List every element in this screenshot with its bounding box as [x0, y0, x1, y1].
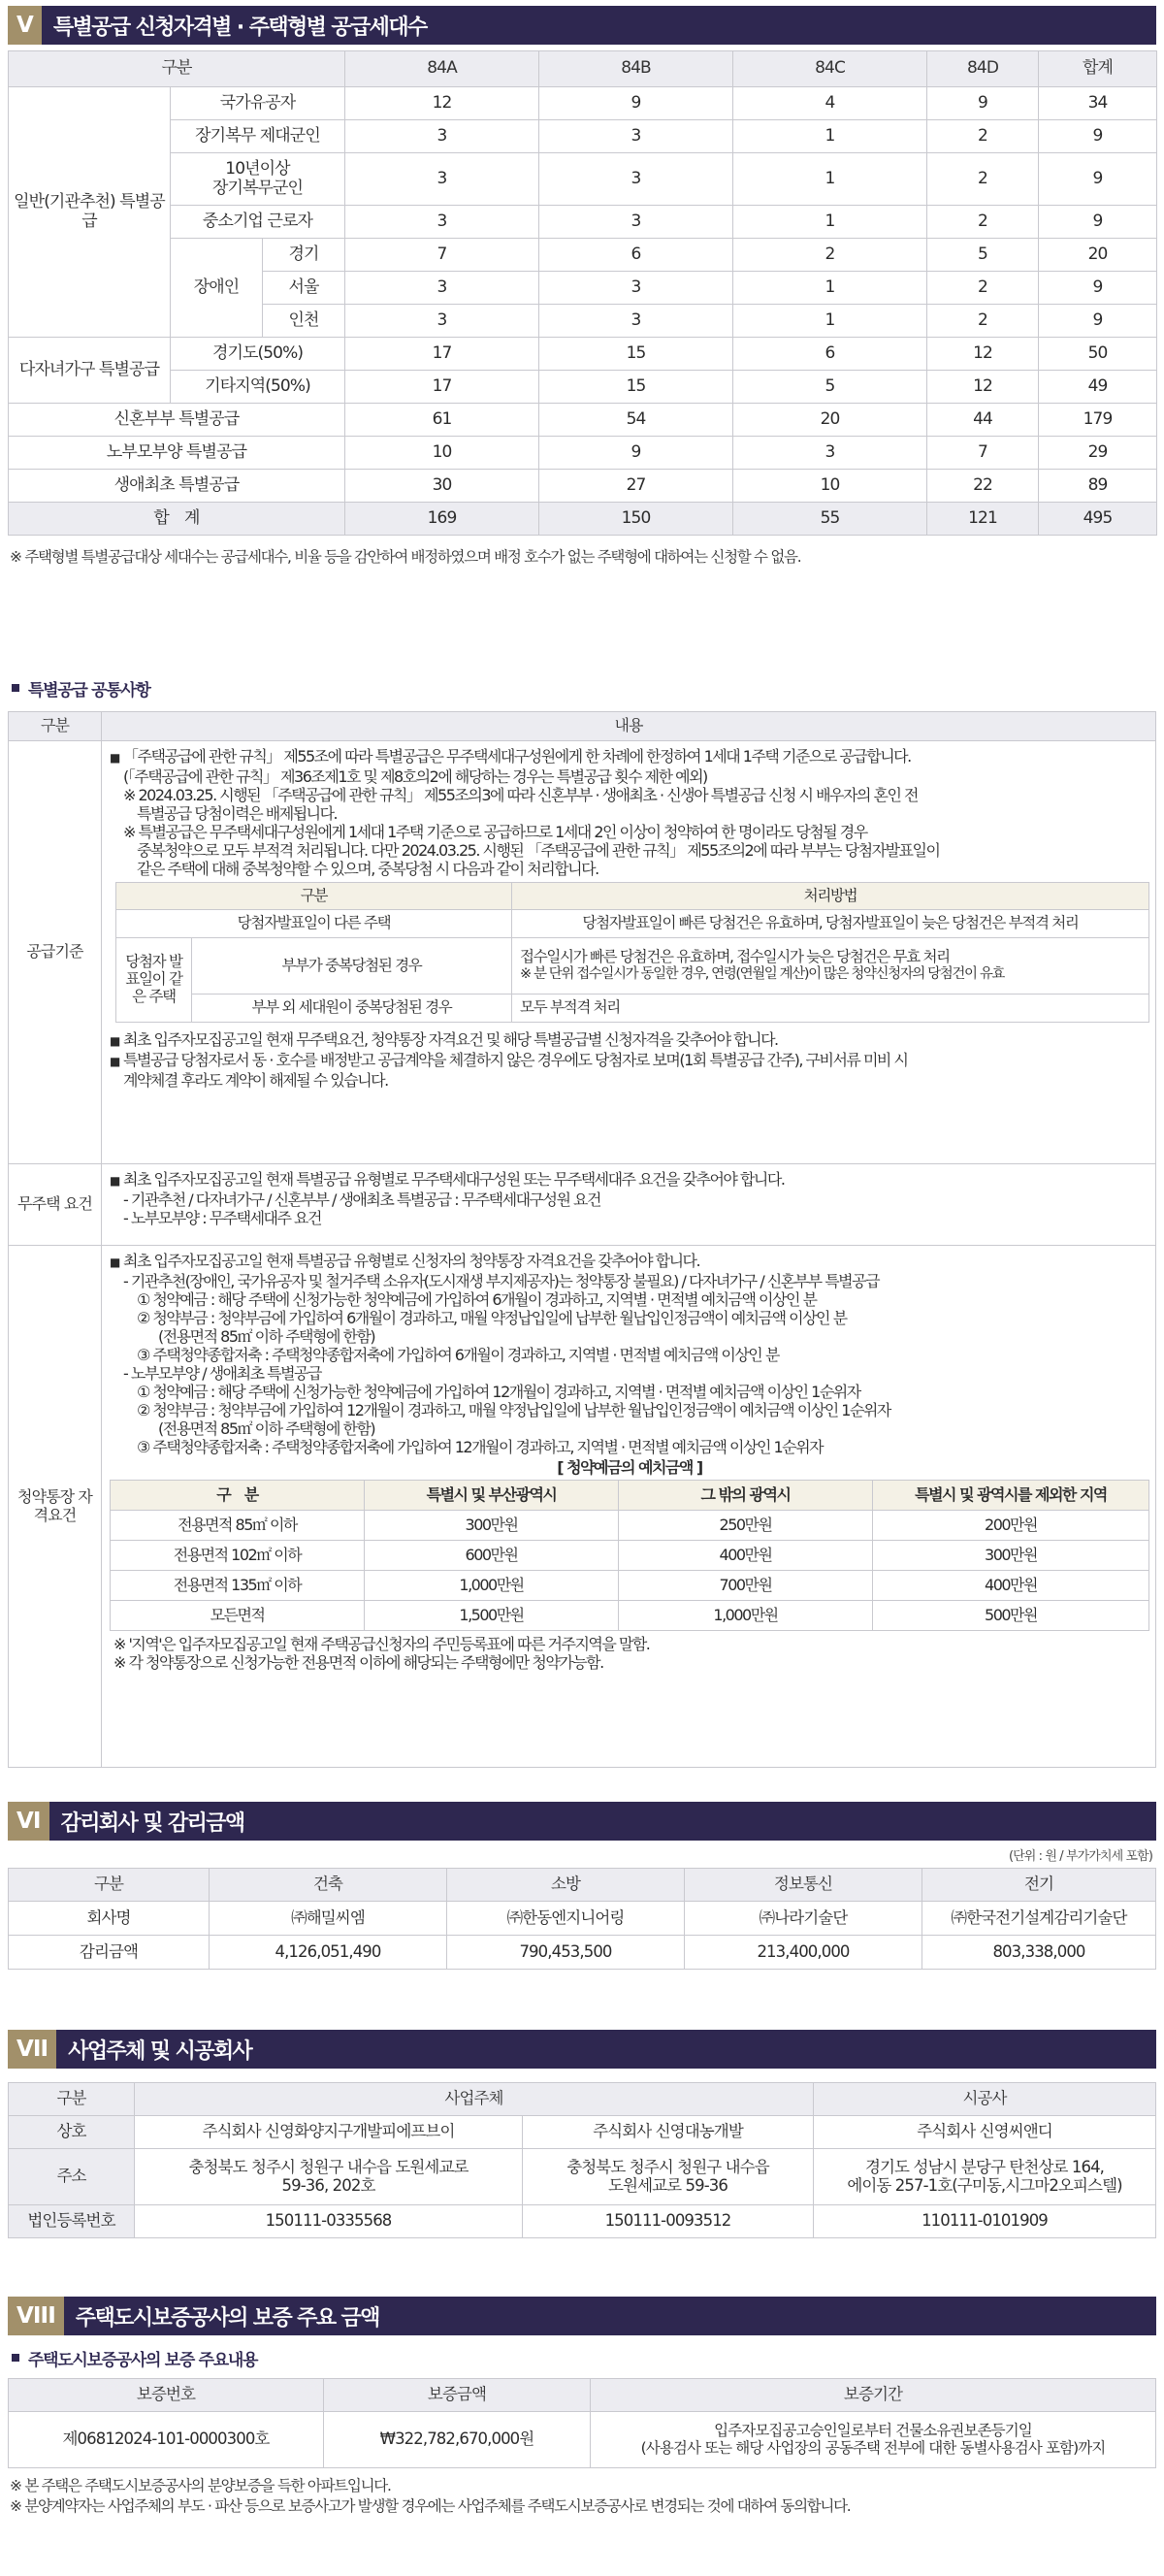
- table-cell: ㈜한동엔지니어링: [447, 1902, 685, 1936]
- supply-basis-content: [102, 741, 1156, 1164]
- value-cell: 9: [927, 87, 1039, 120]
- text-line: (전용면적 85㎡ 이하 주택형에 한함): [158, 1419, 375, 1438]
- table-header-row: [9, 51, 1157, 87]
- table-cell: 경기도 성남시 분당구 탄천상로 164, 에이동 257-1호(구미동,시그마2오피스텔): [814, 2149, 1156, 2205]
- table-cell: 110111-0101909: [814, 2205, 1156, 2238]
- table-row: [9, 2149, 1156, 2205]
- section-title: 감리회사 및 감리금액: [60, 1810, 244, 1836]
- supervision-table: [8, 1868, 1156, 1970]
- value-cell: 7: [345, 239, 539, 272]
- table-row: [9, 1936, 1156, 1970]
- value-cell: 2: [927, 120, 1039, 153]
- table-cell: 입주자모집공고승인일로부터 건물소유권보존등기일 (사용검사 또는 해당 사업장의 공동주택 전부에 대한 동별사용검사 포함)까지: [591, 2412, 1156, 2468]
- common-title-text: 특별공급 공통사항: [28, 680, 150, 701]
- header-cell: 보증번호: [9, 2379, 324, 2412]
- value-cell: 2: [927, 206, 1039, 239]
- table-header-row: [9, 1869, 1156, 1902]
- table-row: [9, 206, 1157, 239]
- table-cell: [512, 938, 1149, 995]
- table-cell: 150111-0335568: [135, 2205, 523, 2238]
- group-label: 다자녀가구 특별공급: [9, 338, 171, 404]
- value-cell: 495: [1039, 503, 1157, 536]
- row-label: 합 계: [9, 503, 345, 536]
- header-cell: 전기: [922, 1869, 1156, 1902]
- table-cell: 주식회사 신영대농개발: [523, 2116, 814, 2149]
- value-cell: 9: [1039, 120, 1157, 153]
- table-cell: ㈜해밀씨엠: [210, 1902, 447, 1936]
- header-cell: 구분: [9, 712, 102, 741]
- value-cell: 17: [345, 338, 539, 371]
- header-cell: 건축: [210, 1869, 447, 1902]
- row-label: 10년이상 장기복무군인: [171, 153, 345, 206]
- group-label: 장애인: [171, 239, 263, 338]
- value-cell: 50: [1039, 338, 1157, 371]
- row-label: 상호: [9, 2116, 135, 2149]
- table-cell: 모든면적: [111, 1601, 365, 1631]
- table-cell: 부부가 중복당첨된 경우: [192, 938, 512, 995]
- table-row: [9, 338, 1157, 371]
- table-row: [9, 470, 1157, 503]
- table-row: [9, 371, 1157, 404]
- table-row: [9, 437, 1157, 470]
- header-cell: 합계: [1039, 51, 1157, 87]
- value-cell: 6: [733, 338, 927, 371]
- text-line: 같은 주택에 대해 중복청약할 수 있으며, 중복당첨 시 다음과 같이 처리합니다.: [137, 860, 598, 878]
- supply-note: ※ 주택형별 특별공급대상 세대수는 공급세대수, 비율 등을 감안하여 배정하였으며 배정 호수가 없는 주택형에 대하여는 신청할 수 없음.: [10, 548, 801, 566]
- table-cell: ㈜나라기술단: [685, 1902, 922, 1936]
- row-label: 노부모부양 특별공급: [9, 437, 345, 470]
- value-cell: 3: [345, 120, 539, 153]
- text-line: 최초 입주자모집공고일 현재 특별공급 유형별로 신청자의 청약통장 자격요건을 갖추어야 합니다.: [123, 1252, 700, 1270]
- table-row: [111, 1511, 1149, 1541]
- section-number: V: [8, 6, 42, 45]
- header-cell: 특별시 및 광역시를 제외한 지역: [873, 1481, 1149, 1511]
- text-line: ※ 2024.03.25. 시행된 「주택공급에 관한 규칙」 제55조의3에 따라 신혼부부 · 생애최초 · 신생아 특별공급 신청 시 배우자의 혼인 전: [123, 786, 918, 804]
- table-cell: 당첨자 발표일이 같은 주택: [116, 938, 192, 1023]
- table-row: [9, 2412, 1156, 2468]
- text-line: - 기관추천 / 다자녀가구 / 신혼부부 / 생애최초 특별공급 : 무주택세대구성원 요건: [123, 1190, 600, 1209]
- value-cell: 34: [1039, 87, 1157, 120]
- value-cell: 3: [345, 272, 539, 305]
- header-cell: 보증금액: [324, 2379, 591, 2412]
- value-cell: 1: [733, 206, 927, 239]
- table-cell: 주식회사 신영화양지구개발피에프브이: [135, 2116, 523, 2149]
- guarantee-note: ※ 분양계약자는 사업주체의 부도 · 파산 등으로 보증사고가 발생할 경우에는 사업주체를 주택도시보증공사로 변경되는 것에 대하여 동의합니다.: [10, 2497, 851, 2515]
- table-cell: 200만원: [873, 1511, 1149, 1541]
- table-cell: 당첨자발표일이 빠른 당첨건은 유효하며, 당첨자발표일이 늦은 당첨건은 부적격 처리: [512, 910, 1149, 938]
- unit-note: (단위 : 원 / 부가가치세 포함): [1008, 1849, 1152, 1864]
- value-cell: 3: [345, 153, 539, 206]
- table-row: [116, 938, 1149, 995]
- table-header-row: [9, 2379, 1156, 2412]
- header-cell: 정보통신: [685, 1869, 922, 1902]
- row-label: 청약통장 자격요건: [9, 1246, 102, 1768]
- table-cell: 400만원: [619, 1541, 873, 1571]
- value-cell: 15: [539, 338, 733, 371]
- table-row: [111, 1571, 1149, 1601]
- value-cell: 1: [733, 120, 927, 153]
- row-label: 국가유공자: [171, 87, 345, 120]
- text-line: 중복청약으로 모두 부적격 처리됩니다. 다만 2024.03.25. 시행된 「주택공급에 관한 규칙」 제55조의2에 따라 부부는 당첨자발표일이: [137, 841, 940, 860]
- value-cell: 1: [733, 153, 927, 206]
- text-line: 최초 입주자모집공고일 현재 무주택요건, 청약통장 자격요건 및 해당 특별공급별 신청자격을 갖추어야 합니다.: [123, 1030, 778, 1049]
- table-row: [9, 239, 1157, 272]
- table-row: [111, 1541, 1149, 1571]
- value-cell: 55: [733, 503, 927, 536]
- table-cell: 전용면적 85㎡ 이하: [111, 1511, 365, 1541]
- row-label: 경기: [263, 239, 345, 272]
- text-line: ① 청약예금 : 해당 주택에 신청가능한 청약예금에 가입하여 6개월이 경과하고, 지역별 · 면적별 예치금액 이상인 분: [137, 1290, 817, 1309]
- text-line: ※ '지역'은 입주자모집공고일 현재 주택공급신청자의 주민등록표에 따른 거주지역을 말함.: [113, 1635, 650, 1653]
- table-cell: 803,338,000: [922, 1936, 1156, 1970]
- header-cell: 시공사: [814, 2083, 1156, 2116]
- text-line: ※ 각 청약통장으로 신청가능한 전용면적 이하에 해당되는 주택형에만 청약가능함.: [113, 1653, 603, 1672]
- section-number: VII: [8, 2030, 56, 2069]
- duplicate-win-table: [115, 882, 1149, 1023]
- section-vi: [0, 1802, 1164, 1970]
- value-cell: 20: [733, 404, 927, 437]
- section-v-header: [8, 6, 1156, 45]
- table-cell: 모두 부적격 처리: [512, 995, 1149, 1023]
- text-line: ③ 주택청약종합저축 : 주택청약종합저축에 가입하여 6개월이 경과하고, 지역별 · 면적별 예치금액 이상인 분: [137, 1346, 779, 1364]
- header-cell: 구분: [116, 883, 512, 910]
- row-label: 장기복무 제대군인: [171, 120, 345, 153]
- table-cell: 1,500만원: [365, 1601, 619, 1631]
- value-cell: 6: [539, 239, 733, 272]
- value-cell: 17: [345, 371, 539, 404]
- square-bullet-icon: ■: [110, 1174, 119, 1188]
- text-line: 접수일시가 빠른 당첨건은 유효하며, 접수일시가 늦은 당첨건은 무효 처리: [520, 948, 950, 966]
- table-header-row: [116, 883, 1149, 910]
- group-label: 일반(기관추천) 특별공급: [9, 87, 171, 338]
- header-cell: 84D: [927, 51, 1039, 87]
- text-line: - 기관추천(장애인, 국가유공자 및 철거주택 소유자(도시재생 부지제공자)는 청약통장 불필요) / 다자녀가구 / 신혼부부 특별공급: [123, 1272, 880, 1290]
- table-cell: ㈜한국전기설계감리기술단: [922, 1902, 1156, 1936]
- value-cell: 9: [1039, 272, 1157, 305]
- table-cell: 부부 외 세대원이 중복당첨된 경우: [192, 995, 512, 1023]
- value-cell: 3: [539, 206, 733, 239]
- value-cell: 89: [1039, 470, 1157, 503]
- table-cell: 213,400,000: [685, 1936, 922, 1970]
- row-label: 공급기준: [9, 741, 102, 1164]
- value-cell: 2: [927, 153, 1039, 206]
- common-title: [0, 674, 1164, 701]
- header-cell: 소방: [447, 1869, 685, 1902]
- total-row: [9, 503, 1157, 536]
- value-cell: 3: [345, 305, 539, 338]
- text-line: (「주택공급에 관한 규칙」 제36조제1호 및 제8호의2에 해당하는 경우는 특별공급 횟수 제한 예외): [123, 767, 707, 786]
- value-cell: 3: [345, 206, 539, 239]
- section-viii: [0, 2297, 1164, 2517]
- no-house-content: [102, 1164, 1156, 1246]
- section-title: 주택도시보증공사의 보증 주요 금액: [75, 2305, 379, 2331]
- value-cell: 10: [733, 470, 927, 503]
- table-cell: 1,000만원: [619, 1601, 873, 1631]
- text-line: - 노부모부양 / 생애최초 특별공급: [123, 1364, 321, 1383]
- value-cell: 3: [539, 272, 733, 305]
- value-cell: 10: [345, 437, 539, 470]
- section-title: 특별공급 신청자격별 · 주택형별 공급세대수: [52, 15, 427, 40]
- square-bullet-icon: [12, 684, 19, 692]
- value-cell: 3: [539, 120, 733, 153]
- value-cell: 3: [733, 437, 927, 470]
- account-content: [102, 1246, 1156, 1768]
- section-number: VIII: [8, 2297, 64, 2335]
- table-row: [9, 120, 1157, 153]
- table-cell: 충청북도 청주시 청원구 내수읍 도원세교로 59-36, 202호: [135, 2149, 523, 2205]
- text-line: ② 청약부금 : 청약부금에 가입하여 12개월이 경과하고, 매월 약정납입일에 납부한 월납입인정금액이 예치금액 이상인 1순위자: [137, 1401, 890, 1419]
- table-header-row: [9, 2083, 1156, 2116]
- header-cell: 84B: [539, 51, 733, 87]
- table-header-row: [9, 712, 1156, 741]
- table-row: [9, 404, 1157, 437]
- text-line: ① 청약예금 : 해당 주택에 신청가능한 청약예금에 가입하여 12개월이 경과하고, 지역별 · 면적별 예치금액 이상인 1순위자: [137, 1383, 860, 1401]
- value-cell: 12: [927, 338, 1039, 371]
- value-cell: 7: [927, 437, 1039, 470]
- text-line: 특별공급 당첨자로서 동 · 호수를 배정받고 공급계약을 체결하지 않은 경우에도 당첨자로 보며(1회 특별공급 간주), 구비서류 미비 시: [123, 1051, 908, 1069]
- supply-basis-row: [9, 741, 1156, 1164]
- value-cell: 12: [927, 371, 1039, 404]
- value-cell: 9: [1039, 206, 1157, 239]
- text-line: (전용면적 85㎡ 이하 주택형에 한함): [158, 1327, 375, 1346]
- row-label: 경기도(50%): [171, 338, 345, 371]
- table-cell: 700만원: [619, 1571, 873, 1601]
- table-cell: 감리금액: [9, 1936, 210, 1970]
- table-cell: 400만원: [873, 1571, 1149, 1601]
- header-cell: 84C: [733, 51, 927, 87]
- value-cell: 150: [539, 503, 733, 536]
- table-cell: 충청북도 청주시 청원구 내수읍 도원세교로 59-36: [523, 2149, 814, 2205]
- value-cell: 44: [927, 404, 1039, 437]
- section-vii: [0, 2030, 1164, 2238]
- header-cell: 84A: [345, 51, 539, 87]
- table-cell: 790,453,500: [447, 1936, 685, 1970]
- row-label: 생애최초 특별공급: [9, 470, 345, 503]
- value-cell: 15: [539, 371, 733, 404]
- row-label: 서울: [263, 272, 345, 305]
- guarantee-table: [8, 2378, 1156, 2468]
- value-cell: 49: [1039, 371, 1157, 404]
- table-cell: 당첨자발표일이 다른 주택: [116, 910, 512, 938]
- value-cell: 2: [927, 305, 1039, 338]
- deposit-table: [110, 1480, 1149, 1631]
- table-cell: 500만원: [873, 1601, 1149, 1631]
- value-cell: 121: [927, 503, 1039, 536]
- table-row: [9, 2116, 1156, 2149]
- header-cell: 구분: [9, 2083, 135, 2116]
- value-cell: 3: [539, 305, 733, 338]
- header-cell: 처리방법: [512, 883, 1149, 910]
- value-cell: 20: [1039, 239, 1157, 272]
- value-cell: 9: [1039, 305, 1157, 338]
- row-label: 신혼부부 특별공급: [9, 404, 345, 437]
- guarantee-subtitle-text: 주택도시보증공사의 보증 주요내용: [28, 2350, 258, 2370]
- value-cell: 30: [345, 470, 539, 503]
- table-row: [9, 153, 1157, 206]
- table-cell: 300만원: [873, 1541, 1149, 1571]
- section-vi-header: [8, 1802, 1156, 1841]
- value-cell: 1: [733, 272, 927, 305]
- section-viii-header: [8, 2297, 1156, 2335]
- row-label: 법인등록번호: [9, 2205, 135, 2238]
- text-line: 특별공급 당첨이력은 배제됩니다.: [137, 804, 338, 823]
- section-vii-header: [8, 2030, 1156, 2069]
- text-line: ③ 주택청약종합저축 : 주택청약종합저축에 가입하여 12개월이 경과하고, 지역별 · 면적별 예치금액 이상인 1순위자: [137, 1438, 824, 1456]
- text-line: 계약체결 후라도 계약이 해제될 수 있습니다.: [123, 1071, 388, 1090]
- header-cell: 내용: [102, 712, 1156, 741]
- table-cell: 300만원: [365, 1511, 619, 1541]
- deposit-table-title: [ 청약예금의 예치금액 ]: [557, 1458, 702, 1477]
- section-number: VI: [8, 1802, 49, 1841]
- guarantee-note: ※ 본 주택은 주택도시보증공사의 분양보증을 득한 아파트입니다.: [10, 2477, 391, 2494]
- table-cell: 회사명: [9, 1902, 210, 1936]
- section-title: 사업주체 및 시공회사: [68, 2038, 252, 2064]
- value-cell: 12: [345, 87, 539, 120]
- row-label: 인천: [263, 305, 345, 338]
- table-cell: 전용면적 135㎡ 이하: [111, 1571, 365, 1601]
- row-label: 무주택 요건: [9, 1164, 102, 1246]
- table-cell: ₩322,782,670,000원: [324, 2412, 591, 2468]
- table-row: [116, 910, 1149, 938]
- table-cell: 1,000만원: [365, 1571, 619, 1601]
- value-cell: 27: [539, 470, 733, 503]
- table-row: [111, 1601, 1149, 1631]
- value-cell: 4: [733, 87, 927, 120]
- table-cell: 제06812024-101-0000300호: [9, 2412, 324, 2468]
- square-bullet-icon: ■: [110, 751, 119, 765]
- header-cell: 보증기간: [591, 2379, 1156, 2412]
- row-label: 기타지역(50%): [171, 371, 345, 404]
- table-cell: 150111-0093512: [523, 2205, 814, 2238]
- value-cell: 5: [927, 239, 1039, 272]
- value-cell: 29: [1039, 437, 1157, 470]
- row-label: 중소기업 근로자: [171, 206, 345, 239]
- header-cell: 사업주체: [135, 2083, 814, 2116]
- section-v: [0, 6, 1164, 569]
- header-cell: 구 분: [111, 1481, 365, 1511]
- value-cell: 2: [733, 239, 927, 272]
- table-row: [9, 2205, 1156, 2238]
- value-cell: 179: [1039, 404, 1157, 437]
- square-bullet-icon: ■: [110, 1034, 119, 1048]
- row-label: 주소: [9, 2149, 135, 2205]
- text-line: ※ 분 단위 접수일시가 동일한 경우, 연령(연월일 계산)이 많은 청약신청자의 당첨건이 유효: [520, 966, 1005, 983]
- table-row: [9, 1902, 1156, 1936]
- header-cell: 특별시 및 부산광역시: [365, 1481, 619, 1511]
- value-cell: 9: [539, 437, 733, 470]
- supply-table: [8, 50, 1157, 536]
- table-cell: 4,126,051,490: [210, 1936, 447, 1970]
- table-cell: 250만원: [619, 1511, 873, 1541]
- table-cell: 600만원: [365, 1541, 619, 1571]
- common-section: [0, 674, 1164, 1768]
- value-cell: 5: [733, 371, 927, 404]
- text-line: - 노부모부양 : 무주택세대주 요건: [123, 1209, 321, 1227]
- square-bullet-icon: ■: [110, 1055, 119, 1068]
- text-line: ※ 특별공급은 무주택세대구성원에게 1세대 1주택 기준으로 공급하므로 1세대 2인 이상이 청약하여 한 명이라도 당첨될 경우: [123, 823, 867, 841]
- common-table: [8, 711, 1156, 1768]
- text-line: 「주택공급에 관한 규칙」 제55조에 따라 특별공급은 무주택세대구성원에게 한 차례에 한정하여 1세대 1주택 기준으로 공급합니다.: [123, 747, 911, 766]
- square-bullet-icon: ■: [110, 1255, 119, 1269]
- value-cell: 1: [733, 305, 927, 338]
- header-cell: 구분: [9, 51, 345, 87]
- value-cell: 54: [539, 404, 733, 437]
- value-cell: 9: [539, 87, 733, 120]
- header-cell: 그 밖의 광역시: [619, 1481, 873, 1511]
- text-line: ② 청약부금 : 청약부금에 가입하여 6개월이 경과하고, 매월 약정납입일에 납부한 월납입인정금액이 예치금액 이상인 분: [137, 1309, 847, 1327]
- value-cell: 3: [539, 153, 733, 206]
- account-row: [9, 1246, 1156, 1768]
- no-house-row: [9, 1164, 1156, 1246]
- value-cell: 22: [927, 470, 1039, 503]
- value-cell: 61: [345, 404, 539, 437]
- value-cell: 9: [1039, 153, 1157, 206]
- business-table: [8, 2082, 1156, 2238]
- table-row: [9, 87, 1157, 120]
- text-line: 최초 입주자모집공고일 현재 특별공급 유형별로 무주택세대구성원 또는 무주택세대주 요건을 갖추어야 합니다.: [123, 1170, 785, 1189]
- table-cell: 주식회사 신영씨앤디: [814, 2116, 1156, 2149]
- header-cell: 구분: [9, 1869, 210, 1902]
- table-cell: 전용면적 102㎡ 이하: [111, 1541, 365, 1571]
- value-cell: 169: [345, 503, 539, 536]
- table-row: [116, 995, 1149, 1023]
- value-cell: 2: [927, 272, 1039, 305]
- table-header-row: [111, 1481, 1149, 1511]
- square-bullet-icon: [12, 2354, 19, 2362]
- guarantee-subtitle: [0, 2341, 1164, 2374]
